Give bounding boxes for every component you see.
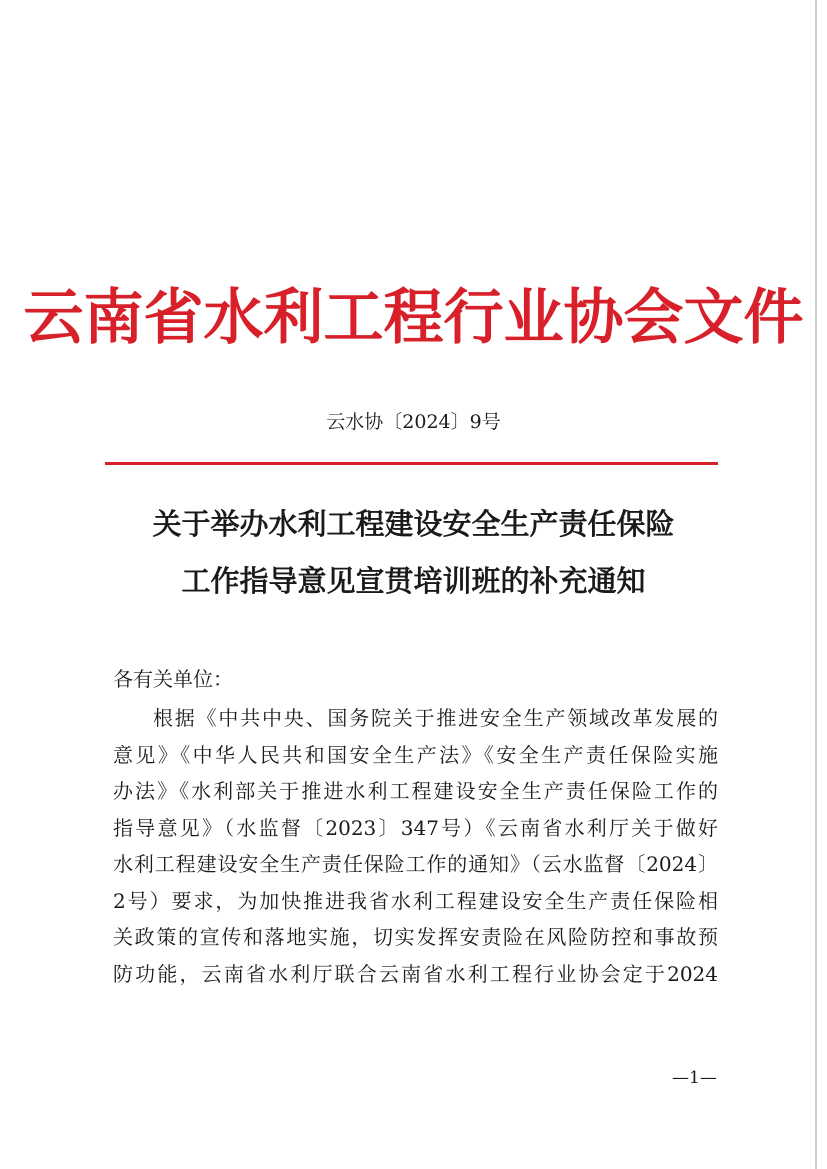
notice-title	[0, 496, 827, 610]
body-line: 意见》《中华人民共和国安全生产法》《安全生产责任保险实施	[113, 742, 718, 767]
body-line: 水利工程建设安全生产责任保险工作的通知》（云水监督〔2024〕	[113, 852, 718, 876]
red-separator-line	[105, 462, 718, 465]
body-line: 指导意见》（水监督〔2023〕347号）《云南省水利厅关于做好	[113, 815, 718, 840]
page-number: —1—	[672, 1068, 717, 1088]
body-line: 根据《中共中央、国务院关于推进安全生产领域改革发展的	[153, 706, 718, 730]
salutation: 各有关单位：	[113, 667, 233, 691]
body-line: 防功能，云南省水利厅联合云南省水利工程行业协会定于2024	[113, 961, 718, 986]
notice-title-line-1: 关于举办水利工程建设安全生产责任保险	[152, 507, 675, 541]
body-line: 2号）要求，为加快推进我省水利工程建设安全生产责任保险相	[113, 888, 718, 913]
body-line: 关政策的宣传和落地实施，切实发挥安责险在风险防控和事故预	[113, 925, 718, 949]
notice-title-line-2: 工作指导意见宣贯培训班的补充通知	[181, 564, 646, 598]
document-number: 云水协〔2024〕9号	[326, 411, 501, 433]
body-line: 办法》《水利部关于推进水利工程建设安全生产责任保险工作的	[113, 779, 718, 803]
document-header-title: 云南省水利工程行业协会文件	[23, 283, 804, 353]
body-text	[113, 700, 718, 992]
